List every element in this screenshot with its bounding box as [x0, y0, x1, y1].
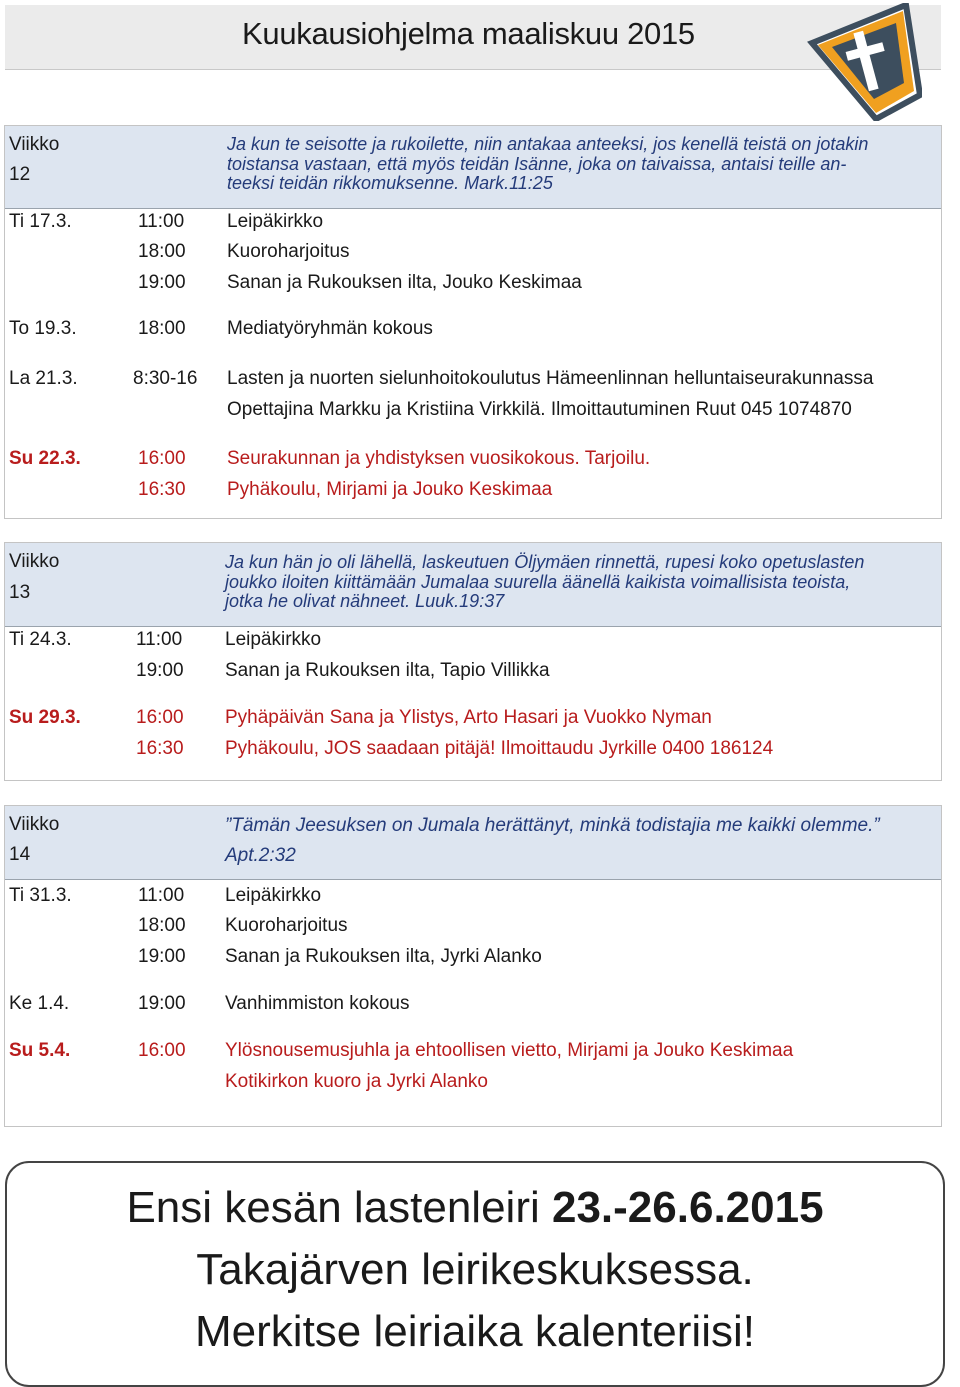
event-time: 19:00	[138, 993, 186, 1014]
event-desc: Ylösnousemusjuhla ja ehtoollisen vietto, Mirjami ja Jouko Keskimaa	[225, 1040, 794, 1061]
event-day: Ti 31.3.	[9, 885, 72, 906]
banner-line	[7, 1183, 943, 1233]
event-day: To 19.3.	[9, 318, 77, 339]
event-day: Ti 24.3.	[9, 629, 72, 650]
event-desc: Kotikirkon kuoro ja Jyrki Alanko	[225, 1071, 488, 1092]
week-12-section	[4, 125, 942, 519]
event-time: 18:00	[138, 915, 186, 936]
week-number: 12	[9, 164, 31, 185]
event-time: 16:30	[138, 479, 186, 500]
quote-line: jotka he olivat nähneet. Luuk.19:37	[225, 591, 505, 611]
event-time: 19:00	[136, 660, 184, 681]
event-time: 16:00	[136, 707, 184, 728]
page-title: Kuukausiohjelma maaliskuu 2015	[242, 16, 695, 51]
quote-line: toistansa vastaan, että myös teidän Isänne, joka on taivaissa, antaisi teille an-	[227, 153, 847, 174]
event-time: 19:00	[138, 272, 186, 293]
event-desc: Leipäkirkko	[225, 629, 322, 650]
camp-announcement-banner	[5, 1161, 945, 1387]
event-desc: Leipäkirkko	[227, 211, 324, 232]
cross-logo-icon	[806, 3, 922, 121]
event-desc: Leipäkirkko	[225, 885, 322, 906]
event-desc: Pyhäpäivän Sana ja Ylistys, Arto Hasari ja Vuokko Nyman	[225, 707, 712, 728]
quote-line: Ja kun hän jo oli lähellä, laskeutuen Öljymäen rinnettä, rupesi koko opetuslasten	[225, 552, 865, 572]
event-time: 16:00	[138, 1040, 186, 1061]
banner-text: Ensi kesän lastenleiri	[126, 1183, 552, 1232]
event-time: 18:00	[138, 318, 186, 339]
quote-line: Apt.2:32	[225, 845, 296, 866]
event-day: Ti 17.3.	[9, 211, 72, 232]
event-desc: Sanan ja Rukouksen ilta, Jouko Keskimaa	[227, 272, 582, 293]
week-number: 14	[9, 844, 31, 865]
event-time: 16:30	[136, 738, 184, 759]
banner-line: Takajärven leirikeskuksessa.	[196, 1245, 754, 1294]
week-14-section	[4, 805, 942, 1127]
week-13-section	[4, 542, 942, 781]
event-desc: Seurakunnan ja yhdistyksen vuosikokous. Tarjoilu.	[227, 448, 651, 469]
week-label: Viikko	[9, 814, 60, 835]
event-time: 11:00	[136, 629, 183, 650]
event-desc: Sanan ja Rukouksen ilta, Tapio Villikka	[225, 660, 550, 681]
banner-dates: 23.-26.6.2015	[551, 1183, 824, 1232]
quote-line: joukko iloiten kiittämään Jumalaa suurella äänellä kaikista voimallisista teoista,	[225, 571, 851, 592]
event-day: Su 22.3.	[9, 448, 81, 469]
quote-line: Ja kun te seisotte ja rukoilette, niin antakaa anteeksi, jos kenellä teistä on jotakin	[227, 134, 869, 154]
event-desc: Pyhäkoulu, Mirjami ja Jouko Keskimaa	[227, 479, 553, 500]
week-number: 13	[9, 582, 31, 603]
event-time: 8:30-16	[133, 368, 198, 389]
event-desc: Kuoroharjoitus	[225, 915, 348, 936]
event-desc: Opettajina Markku ja Kristiina Virkkilä. Ilmoittautuminen Ruut 045 1074870	[227, 399, 852, 420]
event-day: La 21.3.	[9, 368, 78, 389]
event-time: 11:00	[138, 885, 185, 906]
event-time: 11:00	[138, 211, 185, 232]
week-label: Viikko	[9, 134, 60, 155]
page-header	[5, 5, 941, 70]
event-desc: Pyhäkoulu, JOS saadaan pitäjä! Ilmoittaudu Jyrkille 0400 186124	[225, 738, 774, 759]
bible-quote	[225, 811, 880, 871]
week-label: Viikko	[9, 551, 60, 572]
event-desc: Lasten ja nuorten sielunhoitokoulutus Hämeenlinnan helluntaiseurakunnassa	[227, 368, 874, 389]
event-day: Su 29.3.	[9, 707, 81, 728]
event-desc: Mediatyöryhmän kokous	[227, 318, 433, 339]
bible-quote	[227, 135, 868, 194]
event-time: 19:00	[138, 946, 186, 967]
banner-line: Merkitse leiriaika kalenteriisi!	[195, 1307, 755, 1356]
event-time: 16:00	[138, 448, 186, 469]
event-desc: Sanan ja Rukouksen ilta, Jyrki Alanko	[225, 946, 542, 967]
event-day: Su 5.4.	[9, 1040, 71, 1061]
event-desc: Vanhimmiston kokous	[225, 993, 410, 1014]
event-desc: Kuoroharjoitus	[227, 241, 350, 262]
event-time: 18:00	[138, 241, 186, 262]
quote-line: teeksi teidän rikkomuksenne. Mark.11:25	[227, 173, 553, 193]
quote-line: ”Tämän Jeesuksen on Jumala herättänyt, minkä todistajia me kaikki olemme.”	[225, 815, 880, 836]
event-day: Ke 1.4.	[9, 993, 70, 1014]
bible-quote	[225, 553, 864, 612]
